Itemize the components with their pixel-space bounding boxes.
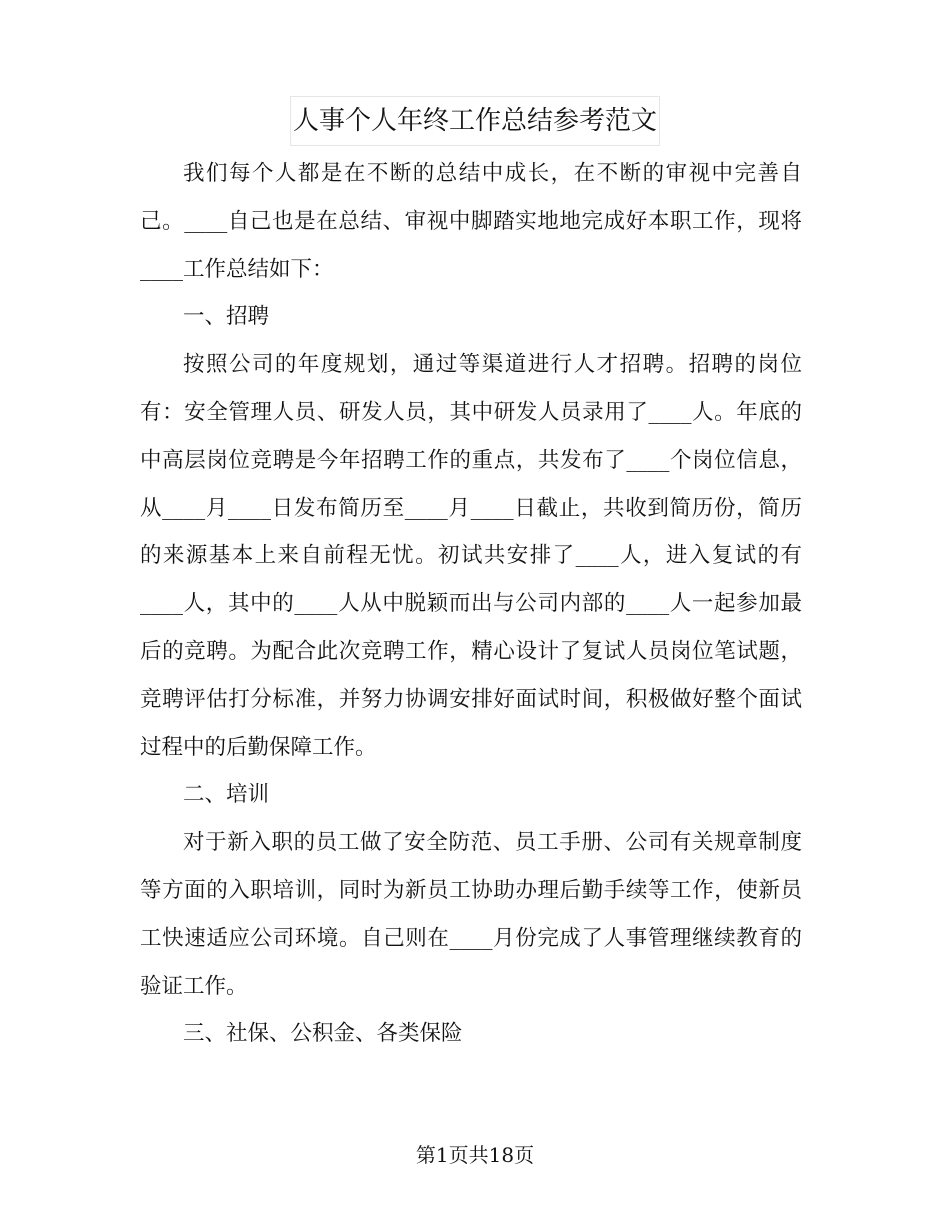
document-title — [0, 96, 950, 146]
document-title-text: 人事个人年终工作总结参考范文 — [290, 96, 660, 146]
section-heading-recruitment: 一、招聘 — [183, 304, 270, 330]
paragraph-recruitment: 按照公司的年度规划，通过等渠道进行人才招聘。招聘的岗位有：安全管理人员、研发人员，其中研发人员录用了____人。年底的中高层岗位竞聘是今年招聘工作的重点，共发布了____个岗位信息，从____月____日发布简历至____月____日截止，共收到简历份，简历的来源基本上来自前程无忧。初试共安排了____人，进入复试的有____人，其中的____人从中脱颖而出与公司内部的____人一起参加最后的竞聘。为配合此次竞聘工作，精心设计了复试人员岗位笔试题，竞聘评估打分标准，并努力协调安排好面试时间，积极做好整个面试过程中的后勤保障工作。 — [140, 352, 802, 760]
section-heading-training: 二、培训 — [183, 782, 270, 808]
paragraph-intro: 我们每个人都是在不断的总结中成长，在不断的审视中完善自己。____自己也是在总结、审视中脚踏实地地完成好本职工作，现将____工作总结如下： — [140, 161, 802, 282]
section-heading-insurance: 三、社保、公积金、各类保险 — [183, 1021, 463, 1047]
document-body — [140, 150, 802, 1058]
paragraph-training: 对于新入职的员工做了安全防范、员工手册、公司有关规章制度等方面的入职培训，同时为新员工协助办理后勤手续等工作，使新员工快速适应公司环境。自己则在____月份完成了人事管理继续教育的验证工作。 — [140, 830, 802, 999]
page-number-footer: 第1页共18页 — [415, 1143, 535, 1167]
